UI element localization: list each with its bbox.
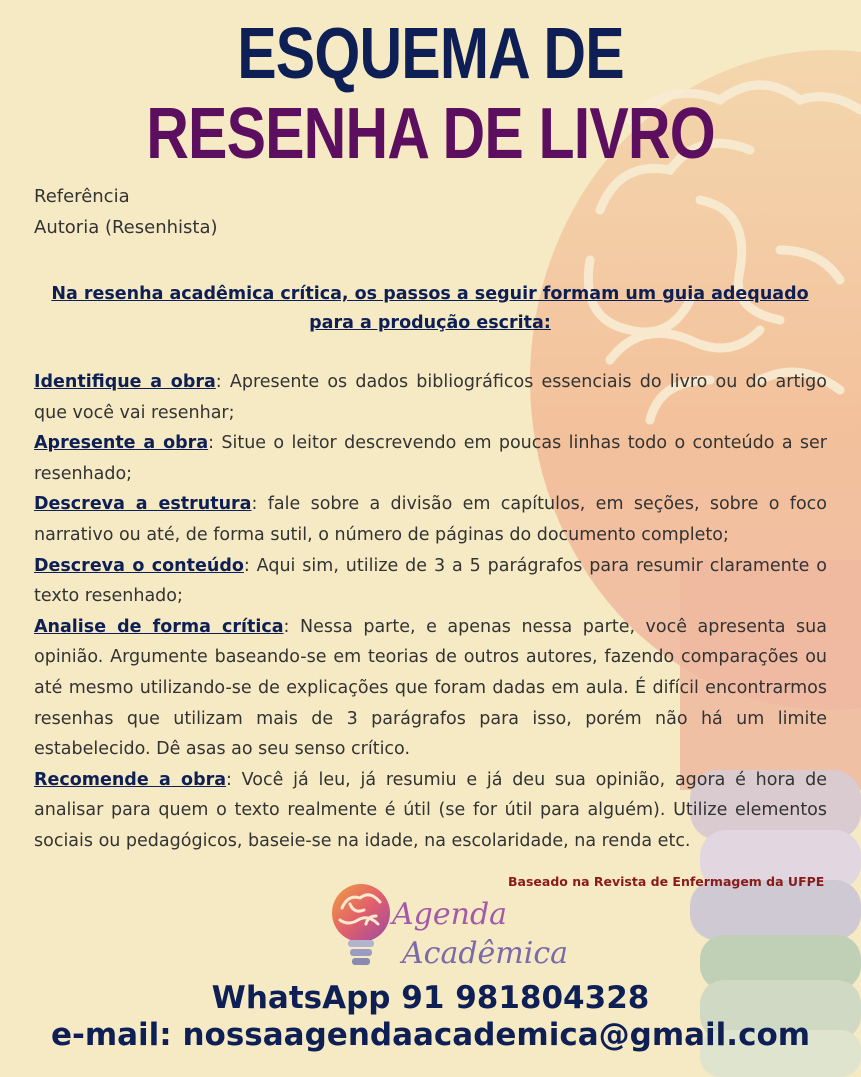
step-text: : Situe o leitor descrevendo em poucas linhas todo o conteúdo a ser resenhado; — [34, 433, 827, 484]
steps-list — [34, 367, 827, 857]
step-text: : Aqui sim, utilize de 3 a 5 parágrafos para resumir claramente o texto resenhado; — [34, 555, 828, 607]
step-item — [34, 551, 827, 612]
step-item — [34, 428, 827, 489]
step-keyword: Recomende a obra — [34, 769, 227, 790]
brand-name-line-1: Agenda — [392, 897, 508, 932]
step-text: : Apresente os dados bibliográficos essenciais do livro ou do artigo que você vai resenhar; — [34, 372, 827, 423]
step-keyword: Descreva a estrutura — [34, 494, 252, 515]
autoria-label: Autoria (Resenhista) — [34, 217, 218, 238]
referencia-label: Referência — [34, 186, 130, 207]
source-credit: Baseado na Revista de Enfermagem da UFPE — [508, 874, 825, 889]
step-text: : fale sobre a divisão em capítulos, em seções, sobre o foco narrativo ou até, de forma sutil, o número de páginas do documento completo; — [34, 494, 827, 545]
step-item — [34, 367, 827, 428]
page-title-line-1: ESQUEMA DE — [237, 14, 624, 94]
step-item — [34, 489, 827, 550]
whatsapp-contact[interactable]: WhatsApp 91 981804328 — [211, 980, 650, 1016]
brain-lightbulb-icon — [328, 880, 398, 972]
step-text: : Você já leu, já resumiu e já deu sua opinião, agora é hora de analisar para quem o texto realmente é útil (se for útil para alguém). Utilize elementos sociais ou pedagógicos, baseie-se na idade, na escolaridade, na renda etc. — [34, 769, 827, 851]
step-keyword: Apresente a obra — [34, 433, 209, 454]
step-text: : Nessa parte, e apenas nessa parte, você apresenta sua opinião. Argumente baseando-se em teorias de outros autores, fazendo comparações ou até mesmo utilizando-se de explicações que foram dadas em aula. É difícil encontrarmos resenhas que utilizam mais de 3 parágrafos para isso, porém não há um limite estabelecido. Dê asas ao seu senso crítico. — [34, 616, 827, 760]
brand-name-line-2: Acadêmica — [402, 936, 569, 971]
page-title-line-2: RESENHA DE LIVRO — [146, 94, 715, 174]
step-keyword: Analise de forma crítica — [34, 616, 284, 637]
email-contact[interactable]: e-mail: nossaagendaacademica@gmail.com — [50, 1017, 811, 1053]
step-keyword: Identifique a obra — [34, 372, 216, 392]
step-item — [34, 765, 827, 857]
intro-heading: Na resenha acadêmica crítica, os passos a seguir formam um guia adequado para a produção escrita: — [51, 284, 809, 333]
step-item — [34, 612, 827, 765]
step-keyword: Descreva o conteúdo — [34, 555, 244, 576]
